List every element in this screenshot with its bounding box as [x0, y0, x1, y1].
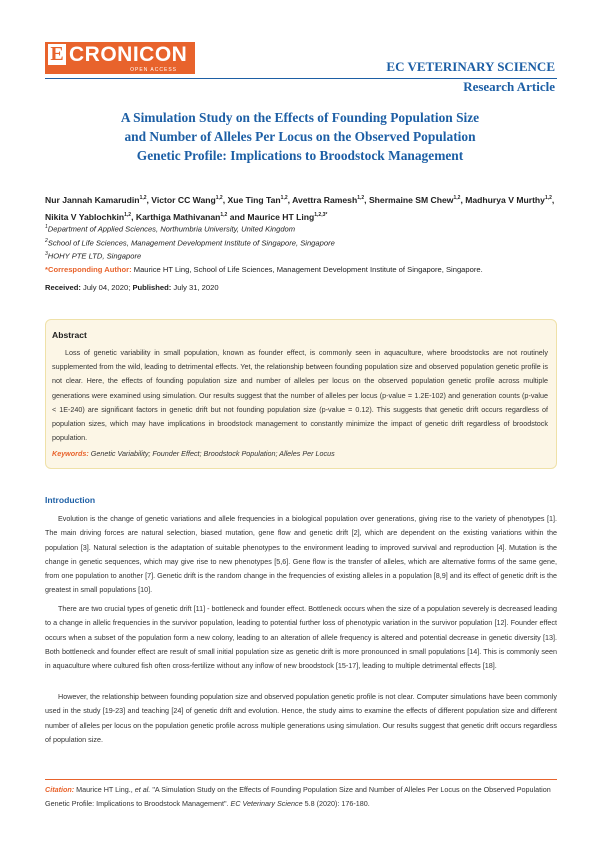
- author: Nur Jannah Kamarudin$^{1,2}$: [45, 194, 147, 205]
- publication-dates: Received: July 04, 2020; Published: July 31, 2020: [45, 283, 219, 292]
- title-line: Genetic Profile: Implications to Broodstock Management: [136, 148, 464, 163]
- author: Karthiga Mathivanan$^{1,2}$: [135, 211, 228, 222]
- introduction-heading: Introduction: [45, 495, 96, 505]
- title-line: and Number of Alleles Per Locus on the Observed Population: [124, 129, 476, 144]
- article-type: Research Article: [463, 79, 555, 94]
- logo-letter: E: [48, 44, 66, 65]
- affiliation: $^2$School of Life Sciences, Management Development Institute of Singapore, Singapore: [45, 238, 335, 248]
- corresponding-author: *Corresponding Author: Maurice HT Ling, School of Life Sciences, Management Development Institute of Singapore, Singapore.: [45, 265, 483, 274]
- affiliation: $^1$Department of Applied Sciences, Northumbria University, United Kingdom: [45, 224, 296, 234]
- cronicon-logo: [45, 42, 195, 74]
- journal-name: EC VETERINARY SCIENCE: [386, 59, 555, 74]
- affiliation: $^3$HOHY PTE LTD, Singapore: [45, 251, 142, 261]
- intro-paragraph: However, the relationship between founding population size and observed population genetic profile is not clear. Computer simulations have been commonly used in the study [19-23] and teaching [24] of genetic drift and evolution. Hence, the study aims to examine the effects of different population size and different number of alleles per locus on the population genetic profile across multiple generations using simulation. Our results suggest that genetic drift occurs regardless of population size.: [45, 692, 557, 744]
- author: Maurice HT Ling$^{1,2,3*}$: [247, 211, 328, 222]
- author: Avettra Ramesh$^{1,2}$: [292, 194, 365, 205]
- abstract-heading: Abstract: [52, 330, 87, 340]
- author-list: Nur Jannah Kamarudin$^{1,2}$, Victor CC Wang$^{1,2}$, Xue Ting Tan$^{1,2}$, Avettra Ramesh$^{1,2}$, Shermaine SM Chew$^{1,2}$, Madhurya V Murthy$^{1,2}$, Nikita V Yablochkin$^{1,2}$, Karthiga Mathivanan$^{1,2}$ and Maurice HT Ling$^{1,2,3*}$: [45, 194, 555, 222]
- intro-paragraph: There are two crucial types of genetic drift [11] - bottleneck and founder effect. Bottleneck occurs when the size of a population severely is decreased leading to a change in allelic frequencies in the survivor population, leading to potential further loss of phenotypic variation in the survivor population [12]. Founder effect occurs when a subset of the population form a new colony, leading to an alteration of allele frequency is altered and potential decrease in genetic diversity [13]. Both bottleneck and founder effect are result of small initial population size as genetic drift is more pronounced in small populations [14]. This is commonly seen in aquaculture where cultured fish often cross-fertilize without any inflow of new broodstock [15-17], leading to multiple detrimental effects [18].: [45, 604, 557, 671]
- author: Xue Ting Tan$^{1,2}$: [227, 194, 288, 205]
- logo-banner: [45, 42, 195, 67]
- author: Shermaine SM Chew$^{1,2}$: [368, 194, 461, 205]
- logo-subtitle: OPEN ACCESS: [45, 67, 195, 74]
- logo-name: CRONICON: [69, 43, 188, 66]
- keywords: Keywords: Genetic Variability; Founder Effect; Broodstock Population; Alleles Per Locus: [52, 449, 335, 458]
- abstract-text: Loss of genetic variability in small population, known as founder effect, is commonly seen in aquaculture, where broodstocks are not routinely supplemented from the wild, leading to detrimental effects. Yet, the relationship between founding population size and observed population genetic profile is not clear. Here, the effects of founding population size and number of alleles per locus on the observed population genetic profile across multiple generations were examined using simulation. Our results suggest that the number of alleles per locus (p-value = 1.2E-102) and generation counts (p-value < 1E-240) are significant factors in genetic drift but not founding population size (p-value = 0.12). This suggests that genetic drift occurs regardless of population sizes, which may have implications in broodstock management to constantly minimize the impact of genetic drift regardless of broodstock population.: [52, 348, 548, 443]
- paper-title: [60, 108, 540, 165]
- citation: Citation: Maurice HT Ling., et al. "A Simulation Study on the Effects of Founding Population Size and Number of Alleles Per Locus on the Observed Population Genetic Profile: Implications to Broodstock Management". EC Veterinary Science 5.8 (2020): 176-180.: [45, 785, 551, 808]
- author: Nikita V Yablochkin$^{1,2}$: [45, 211, 132, 222]
- title-line: A Simulation Study on the Effects of Founding Population Size: [120, 110, 480, 125]
- intro-paragraph: Evolution is the change of genetic variations and allele frequencies in a biological population over generations, giving rise to the variety of phenotypes [1]. The main driving forces are natural selection, biased mutation, gene flow and genetic drift [2], which are dependent on the existing variations within the population [3]. Natural selection is the adaptation of suitable phenotypes to the environment leading to improved survival and reproduction [4]. Mutation is the change in genetic sequences, which may give rise to new phenotypes [5,6]. Gene flow is the transfer of alleles, which are alternative forms of the same gene, from one population to another [7]. Genetic drift is the random change in the frequencies of existing alleles in a population [8,9] and its effect of genetic drift is the greatest in small populations [10].: [45, 514, 557, 595]
- author: Madhurya V Murthy$^{1,2}$: [465, 194, 552, 205]
- footer-divider: [45, 779, 557, 780]
- author: Victor CC Wang$^{1,2}$: [151, 194, 223, 205]
